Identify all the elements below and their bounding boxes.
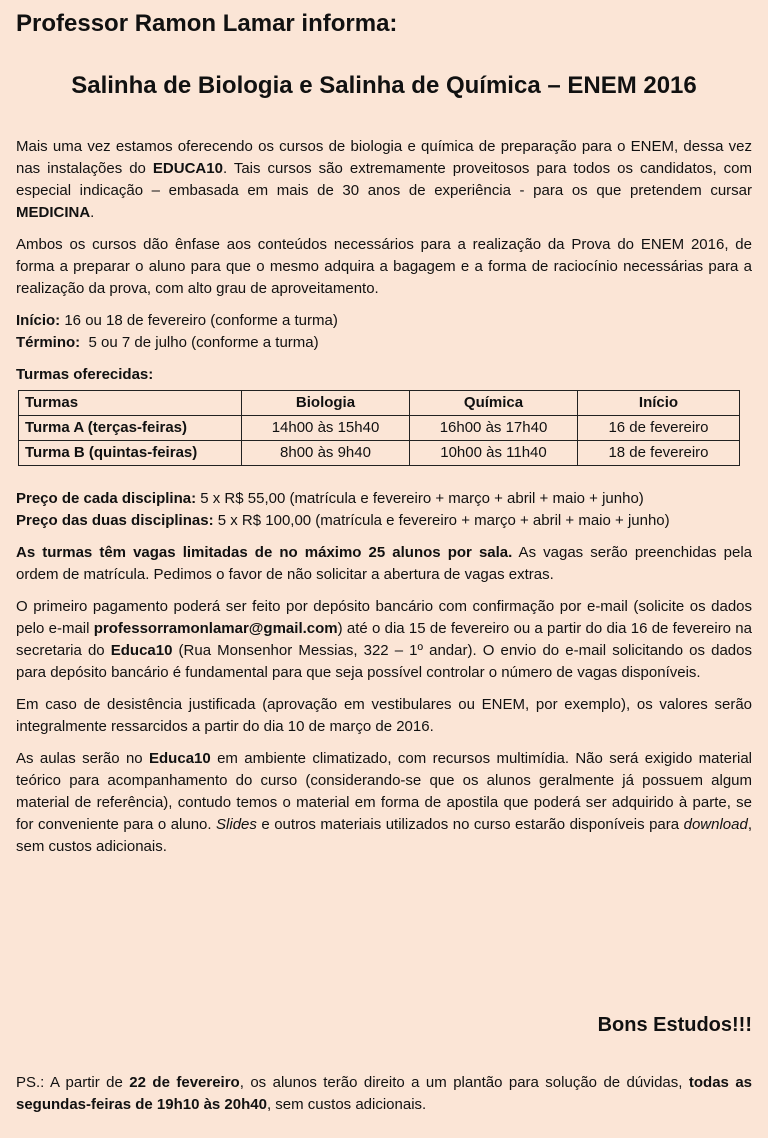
table-row xyxy=(19,416,740,441)
table-cell: 10h00 às 11h40 xyxy=(410,441,578,466)
termino-line: Término: 5 ou 7 de julho (conforme a turma) xyxy=(16,334,319,351)
table-cell: 16h00 às 17h40 xyxy=(410,416,578,441)
intro-paragraph-2: Ambos os cursos dão ênfase aos conteúdos necessários para a realização da Prova do ENEM 2016, de forma a preparar o aluno para que o mesmo adquira a bagagem e a forma de raciocínio necessárias para a realização da prova, com alto grau de aproveitamento. xyxy=(16,236,752,297)
page-header: Professor Ramon Lamar informa: xyxy=(16,10,398,37)
page-title: Salinha de Biologia e Salinha de Química – ENEM 2016 xyxy=(71,72,697,99)
desistencia-paragraph: Em caso de desistência justificada (aprovação em vestibulares ou ENEM, por exemplo), os valores serão integralmente ressarcidos a partir do dia 10 de março de 2016. xyxy=(16,696,752,735)
table-header-row xyxy=(19,391,740,416)
table-row xyxy=(19,441,740,466)
medicina-bold: MEDICINA xyxy=(16,204,91,221)
column-header: Biologia xyxy=(242,391,410,416)
table-cell: 14h00 às 15h40 xyxy=(242,416,410,441)
pagamento-paragraph: O primeiro pagamento poderá ser feito por depósito bancário com confirmação por e-mail (solicite os dados pelo e-mail professorramonlamar@gmail.com) até o dia 15 de fevereiro ou a partir do dia 16 de fevereiro na secretaria do Educa10 (Rua Monsenhor Messias, 322 – 1º andar). O envio do e-mail solicitando os dados para depósito bancário é fundamental para que seja possível controlar o número de vagas disponíveis. xyxy=(16,598,752,681)
ps-paragraph: PS.: A partir de 22 de fevereiro, os alunos terão direito a um plantão para solução de dúvidas, todas as segundas-feiras de 19h10 às 20h40, sem custos adicionais. xyxy=(16,1074,752,1113)
table-cell: Turma B (quintas-feiras) xyxy=(19,441,242,466)
preco-duas-line: Preço das duas disciplinas: 5 x R$ 100,00 (matrícula e fevereiro + março + abril + maio + junho) xyxy=(16,512,670,529)
intro-paragraph-1: Mais uma vez estamos oferecendo os cursos de biologia e química de preparação para o ENEM, dessa vez nas instalações do EDUCA10. Tais cursos são extremamente proveitosos para todos os candidatos, com especial indicação – embasada em mais de 30 anos de experiência - para os que pretendem cursar MEDICINA. xyxy=(16,138,753,221)
aulas-paragraph: As aulas serão no Educa10 em ambiente climatizado, com recursos multimídia. Não será exigido material teórico para acompanhamento do curso (considerando-se que os alunos geralmente já possuem algum material de referência), contudo temos o material em forma de apostila que poderá ser adquirido à parte, se for conveniente para o aluno. Slides e outros materiais utilizados no curso estarão disponíveis para download, sem custos adicionais. xyxy=(16,750,752,855)
email-address: professorramonlamar@gmail.com xyxy=(93,620,338,637)
closing-text: Bons Estudos!!! xyxy=(597,1014,752,1036)
table-cell: 18 de fevereiro xyxy=(578,441,740,466)
table-cell: Turma A (terças-feiras) xyxy=(19,416,242,441)
column-header: Turmas xyxy=(19,391,242,416)
table-cell: 8h00 às 9h40 xyxy=(242,441,410,466)
column-header: Química xyxy=(410,391,578,416)
table-cell: 16 de fevereiro xyxy=(578,416,740,441)
document-body xyxy=(16,136,752,868)
turmas-heading: Turmas oferecidas: xyxy=(16,366,154,383)
inicio-line: Início: 16 ou 18 de fevereiro (conforme a turma) xyxy=(16,312,338,329)
vagas-paragraph: As turmas têm vagas limitadas de no máximo 25 alunos por sala. As vagas serão preenchidas pela ordem de matrícula. Pedimos o favor de não solicitar a abertura de vagas extras. xyxy=(16,544,752,583)
turmas-table xyxy=(18,390,740,466)
preco-cada-line: Preço de cada disciplina: 5 x R$ 55,00 (matrícula e fevereiro + março + abril + maio + junho) xyxy=(16,490,644,507)
column-header: Início xyxy=(578,391,740,416)
educa10-bold: EDUCA10 xyxy=(152,160,223,177)
